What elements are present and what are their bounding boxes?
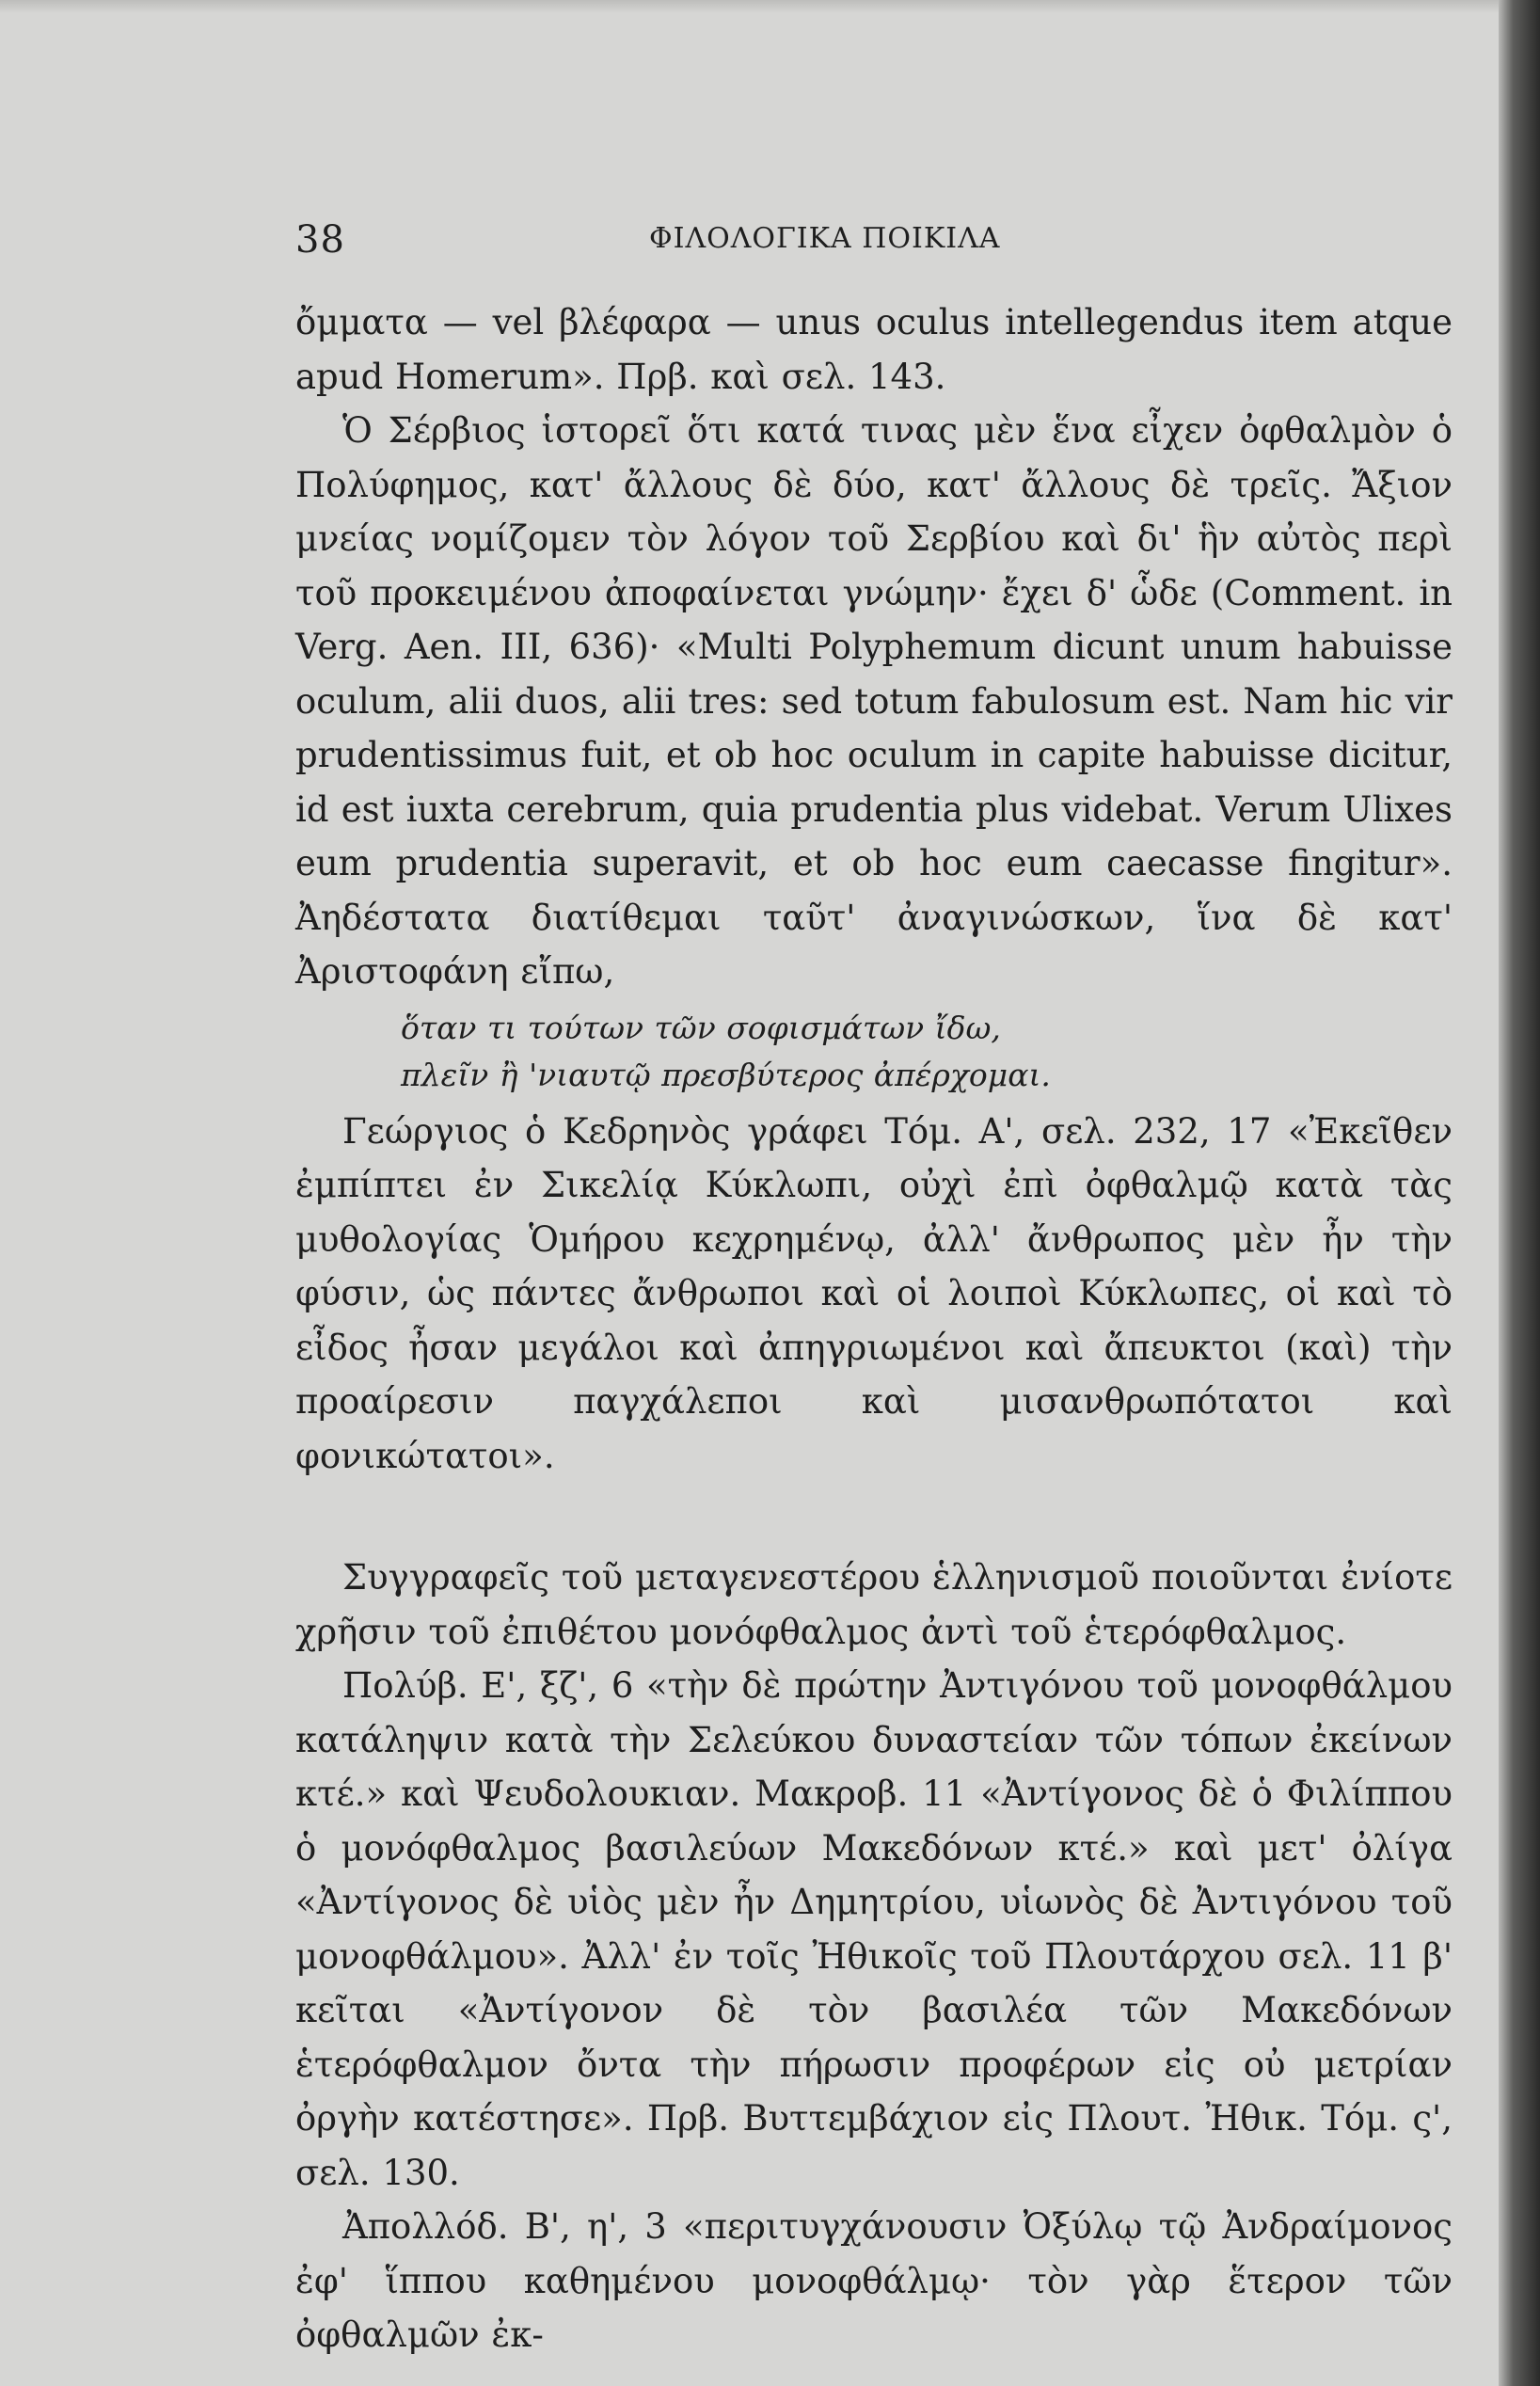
page-number: 38 bbox=[295, 218, 345, 262]
aristophanes-quote bbox=[401, 1005, 1453, 1099]
verse-line: πλεῖν ἢ 'νιαυτῷ πρεσβύτερος ἀπέρχομαι. bbox=[401, 1056, 1051, 1093]
paragraph-apollodorus: Ἀπολλόδ. Β', η', 3 «περιτυγχάνουσιν Ὀξύλῳ τῷ Ἀνδραίμονος ἐφ' ἵππου καθημένου μονοφθάλμῳ· τὸν γὰρ ἕτερον τῶν ὀφθαλμῶν ἐκ- bbox=[295, 2206, 1453, 2355]
verse-line: ὅταν τι τούτων τῶν σοφισμάτων ἴδω, bbox=[401, 1009, 1001, 1046]
scan-top-edge bbox=[0, 0, 1540, 13]
scan-binding-edge bbox=[1499, 0, 1540, 2386]
running-title: ΦΙΛΟΛΟΓΙΚΑ ΠΟΙΚΙΛΑ bbox=[649, 222, 1001, 255]
paragraph-continuation: ὄμματα — vel βλέφαρα — unus oculus intellegendus item atque apud Homerum». Πρβ. καὶ σελ. 143. bbox=[295, 302, 1453, 397]
paragraph-servius: Ὁ Σέρβιος ἱστορεῖ ὅτι κατά τινας μὲν ἕνα εἶχεν ὀφθαλμὸν ὁ Πολύφημος, κατ' ἄλλους δὲ δύο, κατ' ἄλλους δὲ τρεῖς. Ἄξιον μνείας νομίζομεν τὸν λόγον τοῦ Σερβίου καὶ δι' ἣν αὐτὸς περὶ τοῦ προκειμένου ἀποφαίνεται γνώμην· ἔχει δ' ὧδε (Comment. in Verg. Aen. III, 636)· «Multi Polyphemum dicunt unum habuisse oculum, alii duos, alii tres: sed totum fabulosum est. Nam hic vir prudentissimus fuit, et ob hoc oculum in capite habuisse dicitur, id est iuxta cerebrum, quia prudentia plus videbat. Verum Ulixes eum prudentia superavit, et ob hoc eum caecasse fingitur». Ἀηδέστατα διατίθεμαι ταῦτ' ἀναγινώσκων, ἵνα δὲ κατ' Ἀριστοφάνη εἴπω, bbox=[295, 410, 1453, 992]
book-page bbox=[295, 218, 1453, 2362]
section-spacer bbox=[295, 1483, 1453, 1551]
paragraph-kedrenos: Γεώργιος ὁ Κεδρηνὸς γράφει Τόμ. Α', σελ. 232, 17 «Ἐκεῖθεν ἐμπίπτει ἐν Σικελίᾳ Κύκλωπι, οὐχὶ ἐπὶ ὀφθαλμῷ κατὰ τὰς μυθολογίας Ὁμήρου κεχρημένῳ, ἀλλ' ἄνθρωπος μὲν ἦν τὴν φύσιν, ὡς πάντες ἄνθρωποι καὶ οἱ λοιποὶ Κύκλωπες, οἱ καὶ τὸ εἶδος ἦσαν μεγάλοι καὶ ἀπηγριωμένοι καὶ ἄπευκτοι (καὶ) τὴν προαίρεσιν παγχάλεποι καὶ μισανθρωπότατοι καὶ φονικώτατοι». bbox=[295, 1110, 1453, 1476]
paragraph-polybius: Πολύβ. Ε', ξζ', 6 «τὴν δὲ πρώτην Ἀντιγόνου τοῦ μονοφθάλμου κατάληψιν κατὰ τὴν Σελεύκου δυναστείαν τῶν τόπων ἐκείνων κτέ.» καὶ Ψευδολουκιαν. Μακροβ. 11 «Ἀντίγονος δὲ ὁ Φιλίππου ὁ μονόφθαλμος βασιλεύων Μακεδόνων κτέ.» καὶ μετ' ὀλίγα «Ἀντίγονος δὲ υἱὸς μὲν ἦν Δημητρίου, υἱωνὸς δὲ Ἀντιγόνου τοῦ μονοφθάλμου». Ἀλλ' ἐν τοῖς Ἠθικοῖς τοῦ Πλουτάρχου σελ. 11 β' κεῖται «Ἀντίγονον δὲ τὸν βασιλέα τῶν Μακεδόνων ἑτερόφθαλμον ὄντα τὴν πήρωσιν προφέρων εἰς οὐ μετρίαν ὀργὴν κατέστησε». Πρβ. Βυττεμβάχιον εἰς Πλουτ. Ἠθικ. Τόμ. ς', σελ. 130. bbox=[295, 1665, 1453, 2193]
paragraph-later-writers: Συγγραφεῖς τοῦ μεταγενεστέρου ἑλληνισμοῦ ποιοῦνται ἐνίοτε χρῆσιν τοῦ ἐπιθέτου μονόφθαλμος ἀντὶ τοῦ ἑτερόφθαλμος. bbox=[295, 1557, 1453, 1652]
page-header bbox=[295, 218, 1453, 275]
page-body bbox=[295, 295, 1453, 2362]
